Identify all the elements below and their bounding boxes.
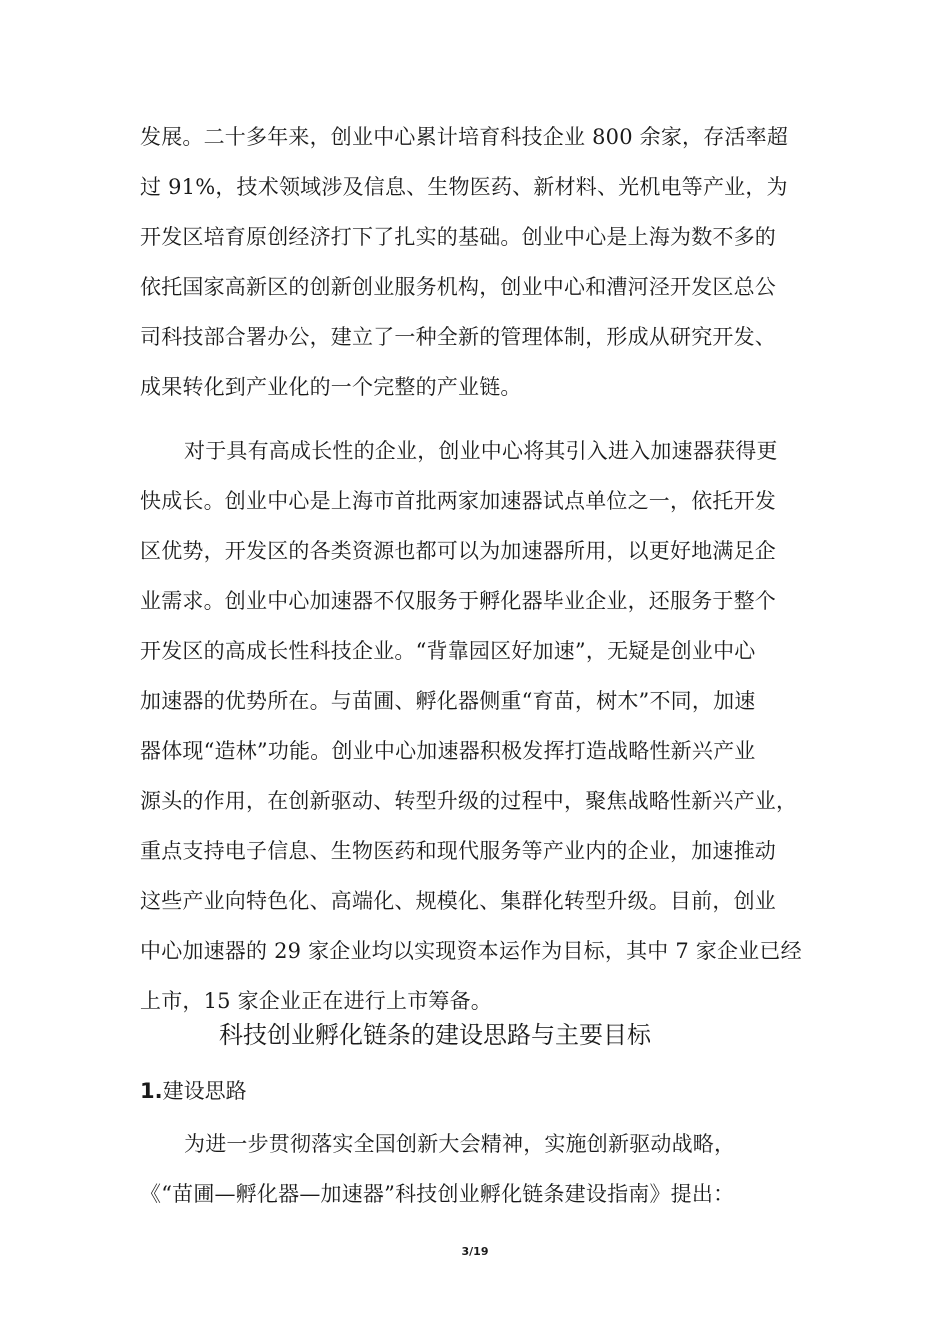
paragraph-1-line-4: 依托国家高新区的创新创业服务机构，创业中心和漕河泾开发区总公 [140, 275, 776, 299]
page-number: 3/19 [461, 1245, 489, 1258]
paragraph-2-line-11: 中心加速器的 29 家企业均以实现资本运作为目标，其中 7 家企业已经 [140, 939, 802, 963]
section-title: 科技创业孵化链条的建设思路与主要目标 [219, 1021, 651, 1049]
subheading [140, 1077, 247, 1105]
paragraph-2-line-8: 源头的作用，在创新驱动、转型升级的过程中，聚焦战略性新兴产业， [140, 789, 798, 813]
paragraph-2-line-12: 上市，15 家企业正在进行上市筹备。 [140, 989, 492, 1013]
paragraph-2-line-9: 重点支持电子信息、生物医药和现代服务等产业内的企业，加速推动 [140, 839, 776, 863]
paragraph-1-line-2: 过 91%，技术领域涉及信息、生物医药、新材料、光机电等产业，为 [140, 175, 788, 199]
paragraph-2-line-10: 这些产业向特色化、高端化、规模化、集群化转型升级。目前，创业 [140, 889, 776, 913]
paragraph-2-line-6: 加速器的优势所在。与苗圃、孵化器侧重“育苗，树木”不同，加速 [140, 689, 756, 713]
paragraph-2-line-7: 器体现“造林”功能。创业中心加速器积极发挥打造战略性新兴产业 [140, 739, 756, 763]
paragraph-2-line-2: 快成长。创业中心是上海市首批两家加速器试点单位之一，依托开发 [140, 489, 776, 513]
paragraph-1-line-6: 成果转化到产业化的一个完整的产业链。 [140, 375, 522, 399]
paragraph-2-line-5: 开发区的高成长性科技企业。“背靠园区好加速”，无疑是创业中心 [140, 639, 756, 663]
paragraph-2-line-1: 对于具有高成长性的企业，创业中心将其引入进入加速器获得更 [184, 439, 778, 463]
paragraph-1-line-5: 司科技部合署办公，建立了一种全新的管理体制，形成从研究开发、 [140, 325, 776, 349]
paragraph-2-line-4: 业需求。创业中心加速器不仅服务于孵化器毕业企业，还服务于整个 [140, 589, 776, 613]
subheading-number: 1. [140, 1079, 163, 1103]
paragraph-2-line-3: 区优势，开发区的各类资源也都可以为加速器所用，以更好地满足企 [140, 539, 776, 563]
subheading-text: 建设思路 [162, 1079, 247, 1103]
closing-paragraph-line-1: 为进一步贯彻落实全国创新大会精神，实施创新驱动战略， [184, 1132, 736, 1156]
paragraph-1-line-3: 开发区培育原创经济打下了扎实的基础。创业中心是上海为数不多的 [140, 225, 776, 249]
closing-paragraph-line-2: 《“苗圃—孵化器—加速器”科技创业孵化链条建设指南》提出： [140, 1182, 735, 1206]
paragraph-1-line-1: 发展。二十多年来，创业中心累计培育科技企业 800 余家，存活率超 [140, 125, 789, 149]
